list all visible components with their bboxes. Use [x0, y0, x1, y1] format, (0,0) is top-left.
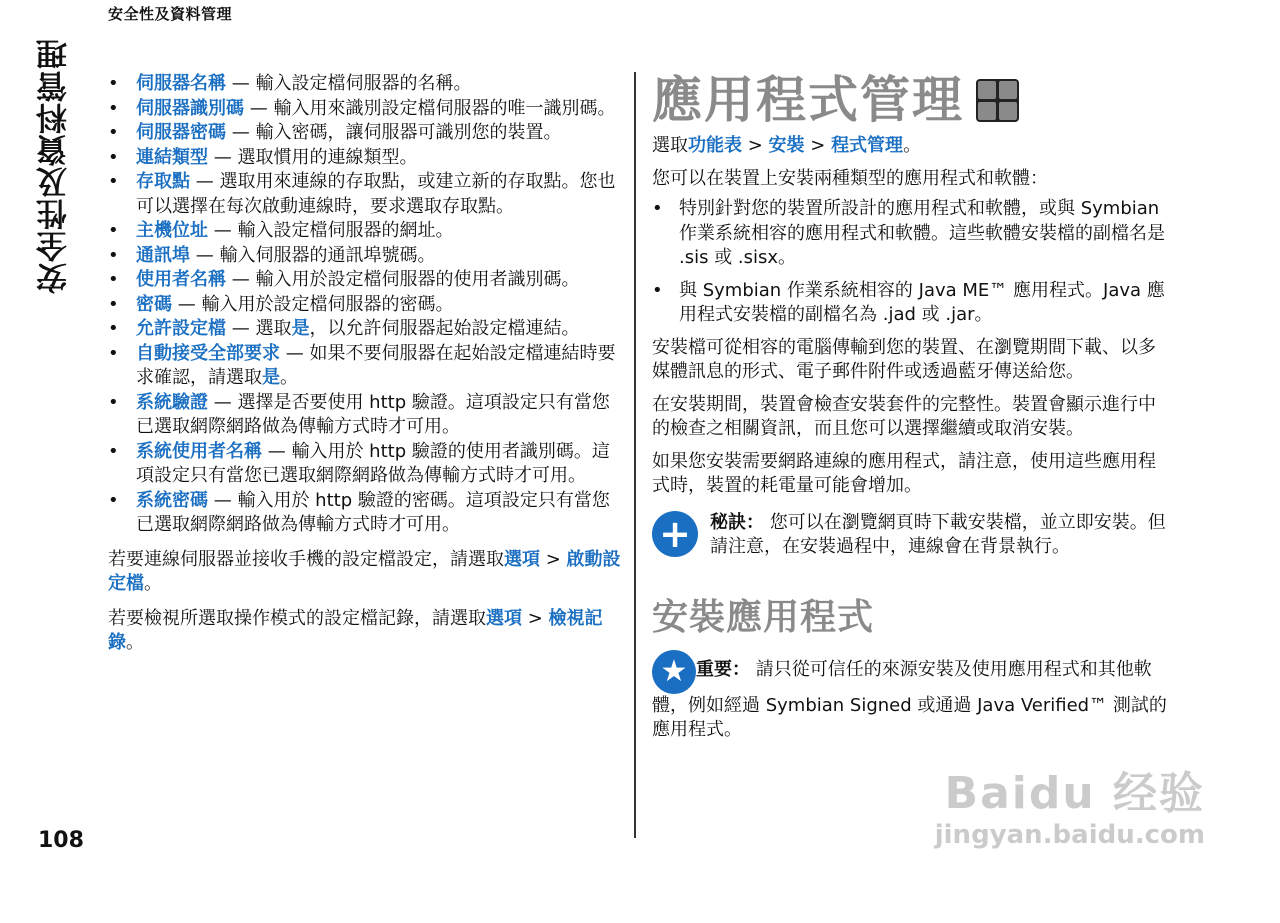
- list-item: • 允許設定檔 — 選取是，以允許伺服器起始設定檔連結。: [108, 317, 623, 342]
- yes-option-link[interactable]: 是: [291, 318, 310, 339]
- setting-term[interactable]: 允許設定檔: [136, 318, 226, 339]
- bullet: •: [108, 293, 119, 315]
- menu-link[interactable]: 功能表: [688, 135, 742, 156]
- bullet: •: [108, 318, 119, 339]
- page-title: 應用程式管理: [652, 70, 1167, 130]
- connect-paragraph: 若要連線伺服器並接收手機的設定檔設定，請選取選項 > 啟動設定檔。: [108, 548, 621, 594]
- bullet: •: [108, 73, 119, 94]
- list-item: • 主機位址 — 輸入設定檔伺服器的網址。: [108, 219, 623, 244]
- list-item: • 自動接受全部要求 — 如果不要伺服器在起始設定檔連結時要求確認，請選取是。: [108, 342, 616, 388]
- setting-term[interactable]: 系統密碼: [136, 489, 208, 511]
- options-link[interactable]: 選項: [504, 548, 540, 570]
- install-link[interactable]: 安裝: [768, 135, 805, 156]
- bullet: •: [108, 342, 119, 364]
- watermark-logo: Baidu 经验: [944, 768, 1205, 819]
- bullet: •: [108, 440, 119, 462]
- setting-term[interactable]: 系統使用者名稱: [136, 440, 262, 462]
- right-column: [652, 70, 1167, 743]
- list-item: • 連結類型 — 選取慣用的連線類型。: [108, 146, 623, 171]
- bullet: •: [108, 97, 119, 119]
- transfer-paragraph: 安裝檔可從相容的電腦傳輸到您的裝置、在瀏覽期間下載、以多媒體訊息的形式、電子郵件附件或透過藍牙傳送給您。: [652, 336, 1156, 382]
- left-column: [108, 72, 623, 656]
- list-item: • 使用者名稱 — 輸入用於設定檔伺服器的使用者識別碼。: [108, 268, 623, 293]
- app-type-list: [652, 197, 1167, 328]
- side-section-title: 安全性及資料管理: [37, 38, 73, 294]
- network-paragraph: 如果您安裝需要網路連線的應用程式，請注意，使用這些應用程式時，裝置的耗電量可能會增加。: [652, 450, 1156, 496]
- watermark-url: jingyan.baidu.com: [934, 820, 1205, 850]
- setting-term[interactable]: 密碼: [136, 293, 172, 315]
- setting-term[interactable]: 連結類型: [136, 146, 208, 168]
- nav-path: 選取功能表 > 安裝 > 程式管理。: [652, 135, 922, 156]
- setting-term[interactable]: 伺服器識別碼: [136, 97, 244, 119]
- list-item: • 特別針對您的裝置所設計的應用程式和軟體，或與 Symbian 作業系統相容的應用程式和軟體。這些軟體安裝檔的副檔名是 .sis 或 .sisx。: [652, 198, 1165, 268]
- section-subtitle: 安裝應用程式: [652, 596, 875, 638]
- start-config-link[interactable]: 啟動設定檔: [108, 548, 621, 594]
- tip-box: [652, 511, 1167, 560]
- bullet: •: [108, 146, 119, 168]
- list-item: • 伺服器名稱 — 輸入設定檔伺服器的名稱。: [108, 72, 623, 97]
- setting-term[interactable]: 通訊埠: [136, 244, 190, 266]
- app-manager-icon: [976, 79, 1019, 122]
- app-manager-link[interactable]: 程式管理: [831, 135, 904, 156]
- setting-term[interactable]: 伺服器名稱: [136, 73, 226, 94]
- setting-term[interactable]: 自動接受全部要求: [136, 342, 280, 364]
- setting-term[interactable]: 存取點: [136, 171, 190, 192]
- page-number: 108: [38, 828, 84, 853]
- star-icon: ★: [652, 650, 696, 694]
- bullet: •: [108, 489, 119, 511]
- view-log-link[interactable]: 檢視記錄: [108, 607, 603, 653]
- integrity-paragraph: 在安裝期間，裝置會檢查安裝套件的完整性。裝置會顯示進行中的檢查之相關資訊，而且您可以選擇繼續或取消安裝。: [652, 393, 1156, 439]
- view-log-paragraph: 若要檢視所選取操作模式的設定檔記錄，請選取選項 > 檢視記錄。: [108, 607, 603, 653]
- list-item: • 系統使用者名稱 — 輸入用於 http 驗證的使用者識別碼。這項設定只有當您已選取網際網路做為傳輸方式時才可用。: [108, 440, 610, 486]
- bullet: •: [108, 244, 119, 266]
- setting-term[interactable]: 使用者名稱: [136, 269, 226, 290]
- tip-text: 秘訣： 您可以在瀏覽網頁時下載安裝檔，並立即安裝。但請注意，在安裝過程中，連線會在背景執行。: [710, 511, 1166, 557]
- settings-list: [108, 72, 623, 538]
- list-item: • 與 Symbian 作業系統相容的 Java ME™ 應用程式。Java 應用程式安裝檔的副檔名為 .jad 或 .jar。: [652, 279, 1165, 325]
- important-note: ★ 重要： 請只從可信任的來源安裝及使用應用程式和其他軟體，例如經過 Symbian Signed 或通過 Java Verified™ 測試的應用程式。: [652, 650, 1167, 743]
- setting-term[interactable]: 伺服器密碼: [136, 122, 226, 143]
- bullet: •: [108, 269, 119, 290]
- bullet: •: [108, 171, 119, 192]
- plus-icon: +: [652, 511, 698, 557]
- list-item: • 存取點 — 選取用來連線的存取點，或建立新的存取點。您也可以選擇在每次啟動連線時，要求選取存取點。: [108, 171, 616, 217]
- setting-term[interactable]: 系統驗證: [136, 391, 208, 413]
- bullet: •: [108, 220, 119, 241]
- list-item: • 密碼 — 輸入用於設定檔伺服器的密碼。: [108, 293, 623, 318]
- watermark: [905, 768, 1205, 850]
- yes-option-link[interactable]: 是: [262, 367, 280, 388]
- bullet: •: [108, 391, 119, 413]
- column-divider: [634, 72, 636, 838]
- list-item: • 伺服器識別碼 — 輸入用來識別設定檔伺服器的唯一識別碼。: [108, 97, 623, 122]
- list-item: • 系統密碼 — 輸入用於 http 驗證的密碼。這項設定只有當您已選取網際網路做為傳輸方式時才可用。: [108, 489, 610, 535]
- list-item: • 伺服器密碼 — 輸入密碼，讓伺服器可識別您的裝置。: [108, 121, 623, 146]
- options-link[interactable]: 選項: [486, 607, 522, 629]
- list-item: • 系統驗證 — 選擇是否要使用 http 驗證。這項設定只有當您已選取網際網路做為傳輸方式時才可用。: [108, 391, 610, 437]
- setting-term[interactable]: 主機位址: [136, 220, 208, 241]
- intro-text: 您可以在裝置上安裝兩種類型的應用程式和軟體：: [652, 167, 1048, 189]
- list-item: • 通訊埠 — 輸入伺服器的通訊埠號碼。: [108, 244, 623, 269]
- section-header: 安全性及資料管理: [108, 5, 233, 23]
- bullet: •: [108, 122, 119, 143]
